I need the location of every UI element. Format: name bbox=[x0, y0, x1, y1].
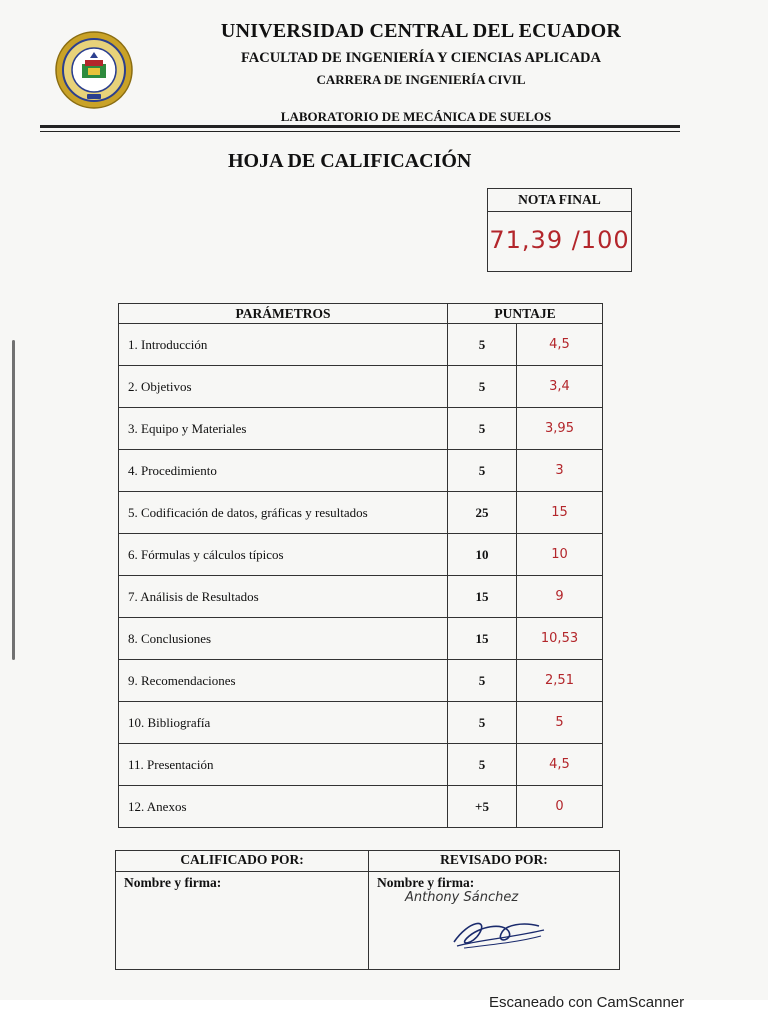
parameter-label: 9. Recomendaciones bbox=[119, 660, 448, 702]
parameter-label: 8. Conclusiones bbox=[119, 618, 448, 660]
max-points: +5 bbox=[448, 786, 517, 828]
awarded-score: 5 bbox=[517, 702, 603, 744]
max-points: 5 bbox=[448, 366, 517, 408]
max-points: 5 bbox=[448, 324, 517, 366]
max-points: 15 bbox=[448, 576, 517, 618]
awarded-score: 9 bbox=[517, 576, 603, 618]
table-row bbox=[119, 366, 603, 408]
max-points: 15 bbox=[448, 618, 517, 660]
page-title: HOJA DE CALIFICACIÓN bbox=[228, 150, 472, 172]
table-row bbox=[119, 702, 603, 744]
awarded-score: 3,4 bbox=[517, 366, 603, 408]
signature-table bbox=[115, 850, 620, 970]
parameters-header: PARÁMETROS bbox=[119, 304, 448, 324]
university-seal-icon bbox=[54, 30, 134, 110]
header-rule-thin bbox=[40, 131, 680, 132]
table-row bbox=[119, 744, 603, 786]
camscanner-watermark: Escaneado con CamScanner bbox=[489, 994, 685, 1011]
signature-body-row bbox=[116, 872, 620, 970]
table-row bbox=[119, 618, 603, 660]
name-sign-label: Nombre y firma: bbox=[377, 875, 475, 890]
parameter-label: 3. Equipo y Materiales bbox=[119, 408, 448, 450]
faculty-name: FACULTAD DE INGENIERÍA Y CIENCIAS APLICADA bbox=[240, 50, 601, 66]
reviewed-by-header: REVISADO POR: bbox=[369, 851, 620, 872]
career-name: CARRERA DE INGENIERÍA CIVIL bbox=[316, 72, 526, 87]
parameter-label: 2. Objetivos bbox=[119, 366, 448, 408]
max-points: 5 bbox=[448, 450, 517, 492]
parameter-label: 10. Bibliografía bbox=[119, 702, 448, 744]
parameter-label: 7. Análisis de Resultados bbox=[119, 576, 448, 618]
handwritten-signature-icon bbox=[449, 912, 549, 952]
parameter-label: 5. Codificación de datos, gráficas y resultados bbox=[119, 492, 448, 534]
laboratory-name: LABORATORIO DE MECÁNICA DE SUELOS bbox=[280, 109, 552, 124]
awarded-score: 10,53 bbox=[517, 618, 603, 660]
table-row bbox=[119, 324, 603, 366]
max-points: 5 bbox=[448, 408, 517, 450]
max-points: 5 bbox=[448, 744, 517, 786]
awarded-score: 3,95 bbox=[517, 408, 603, 450]
table-row bbox=[119, 660, 603, 702]
parameter-label: 12. Anexos bbox=[119, 786, 448, 828]
awarded-score: 4,5 bbox=[517, 744, 603, 786]
table-row bbox=[119, 450, 603, 492]
final-grade-box bbox=[487, 188, 632, 272]
max-points: 10 bbox=[448, 534, 517, 576]
awarded-score: 15 bbox=[517, 492, 603, 534]
table-row bbox=[119, 492, 603, 534]
parameter-label: 1. Introducción bbox=[119, 324, 448, 366]
max-points: 5 bbox=[448, 702, 517, 744]
final-grade-label: NOTA FINAL bbox=[488, 189, 631, 212]
parameter-label: 11. Presentación bbox=[119, 744, 448, 786]
name-sign-label: Nombre y firma: bbox=[124, 875, 222, 890]
table-row bbox=[119, 786, 603, 828]
awarded-score: 2,51 bbox=[517, 660, 603, 702]
awarded-score: 4,5 bbox=[517, 324, 603, 366]
page-edge-shadow bbox=[12, 340, 15, 660]
parameter-label: 6. Fórmulas y cálculos típicos bbox=[119, 534, 448, 576]
max-points: 25 bbox=[448, 492, 517, 534]
signature-header-row bbox=[116, 851, 620, 872]
reviewed-by-cell bbox=[369, 872, 620, 970]
graded-by-cell bbox=[116, 872, 369, 970]
max-points: 5 bbox=[448, 660, 517, 702]
awarded-score: 10 bbox=[517, 534, 603, 576]
table-row bbox=[119, 576, 603, 618]
header-rule-thick bbox=[40, 125, 680, 128]
reviewer-name: Anthony Sánchez bbox=[405, 890, 519, 905]
graded-by-header: CALIFICADO POR: bbox=[116, 851, 369, 872]
final-grade-value: 71,39 /100 bbox=[489, 226, 630, 254]
table-row bbox=[119, 534, 603, 576]
grading-table bbox=[118, 303, 603, 828]
table-header-row bbox=[119, 304, 603, 324]
score-header: PUNTAJE bbox=[448, 304, 603, 324]
table-row bbox=[119, 408, 603, 450]
awarded-score: 3 bbox=[517, 450, 603, 492]
parameter-label: 4. Procedimiento bbox=[119, 450, 448, 492]
awarded-score: 0 bbox=[517, 786, 603, 828]
university-name: UNIVERSIDAD CENTRAL DEL ECUADOR bbox=[220, 20, 622, 42]
